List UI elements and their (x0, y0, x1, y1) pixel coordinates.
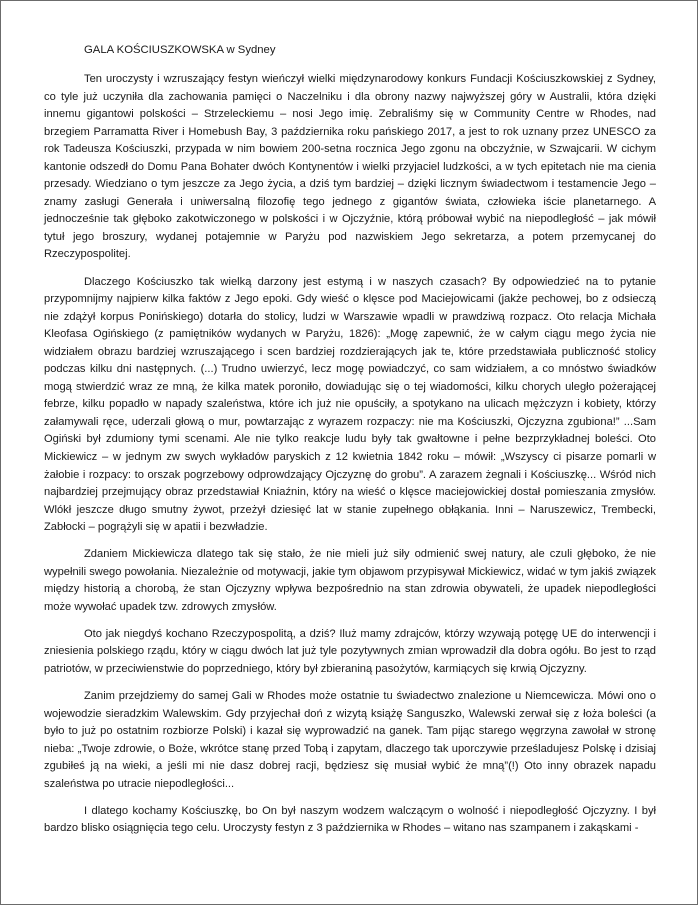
paragraph-conclusion: I dlatego kochamy Kościuszkę, bo On był naszym wodzem walczącym o wolność i niepodległość Ojczyzny. I był bardzo blisko osiągnięcia tego celu. Uroczysty festyn z 3 października w Rhodes – witano nas szampanem i zakąskami - (44, 804, 656, 835)
paragraph-walewski: Zanim przejdziemy do samej Gali w Rhodes może ostatnie tu świadectwo znalezione u Niemcewicza. Mówi ono o wojewodzie sieradzkim Walewskim. Gdy przyjechał doń z wizytą książę Sanguszko, Walewski zerwał się z łoża boleści (a było to już po ostatnim rozbiorze Polski) i kazał się wyprowadzić na ganek. Tam pijąc starego węgrzyna zawołał w stronę nieba: „Twoje zdrowie, o Boże, wkrótce stanę przed Tobą i zapytam, dlaczego tak uporczywie prześladujesz Polskę i dzisiaj zgubiłeś ją na wieki, a jeśli mi nie dasz dobrej racji, będziesz się musiał wybić że mną”(!) Oto inny obrazek napadu szaleństwa po utracie niepodległości... (44, 690, 656, 790)
document-title: GALA KOŚCIUSZKOWSKA w Sydney (84, 44, 276, 56)
paragraph-today: Oto jak niegdyś kochano Rzeczypospolitą, a dziś? Iluż mamy zdrajców, którzy wzywają potęgę UE do interwencji i zniesienia polskiego rządu, który w ciągu dwóch lat już tyle pozytywnych zmian wprowadził dla dobra ogółu. Bo jest to rząd patriotów, w przeciwienstwie do poprzedniego, który był zbieraniną pasożytów, karmiących się krwią Ojczyzny. (44, 627, 656, 675)
paragraph-gala-intro: Ten uroczysty i wzruszający festyn wieńczył wielki międzynarodowy konkurs Fundacji Kościuszkowskiej z Sydney, co tyle już uczyniła dla zachowania pamięci o Naczelniku i dla obrony nazwy najwyższej góry w Australii, która dzięki innemu gigantowi polskości – Strzeleckiemu – nosi Jego imię. Zebraliśmy się w Community Centre w Rhodes, nad brzegiem Parramatta River i Homebush Bay, 3 października roku pańskiego 2017, a jest to rok uznany przez UNESCO za rok Tadeusza Kościuszki, przypada w nim bowiem 200-setna rocznica Jego zgonu na obczyźnie, w Szwajcarii. W cichym kantonie odszedł do Domu Pana Bohater dwóch Kontynentów i wielki przyjaciel ludzkości, a w tych epitetach nie ma cienia przesady. Wiedziano o tym jeszcze za Jego życia, a dziś tym bardziej – dzięki licznym świadectwom i testamencie Jego – znamy zasługi Generała i uniwersalną filozofię tego jednego z gigantów świata, człowieka iście planetarnego. A jednocześnie tak głęboko zakotwiczonego w polskości i w Ojczyźnie, którą próbował wybić na niepodległość – jak mówił tytuł jego broszury, wydanej potajemnie w Paryżu pod nazwiskiem Jego sekretarza, a potem przemycanej do Rzeczypospolitej. (44, 73, 656, 261)
paragraph-why-kosciuszko: Dlaczego Kościuszko tak wielką darzony jest estymą i w naszych czasach? By odpowiedzieć na to pytanie przypomnijmy najpierw kilka faktów z Jego epoki. Gdy wieść o klęsce pod Maciejowicami (jakże pechowej, bo z odsieczą nie zdążył korpus Ponińskiego) dotarła do stolicy, ludzi w Warszawie wpadli w prawdziwą rozpacz. Oto relacja Michała Kleofasa Ogińskiego (z pamiętników wydanych w Paryżu, 1826): „Mogę zapewnić, że w całym ciągu mego życia nie widziałem obrazu bardziej wzruszającego i scen bardziej rozdzierających jak te, które przedstawiała publiczność stolicy podczas kilku dni następnych. (...) Trudno uwierzyć, lecz mogę powiadczyć, co sam widziałem, a co mnóstwo świadków mogą stwierdzić wraz ze mną, że kilka matek poroniło, dowiadując się o tej wiadomości, kilku chorych uległo pożerającej febrze, kilku popadło w napady szaleństwa, które ich już nie opuściły, a spotykano na ulicach mężczyzn i kobiety, którzy załamywali ręce, uderzali głową o mur, powtarzając z wyrazem rozpaczy: nie ma Kościuszki, Ojczyzna zgubiona!” ...Sam Ogiński był zdumiony tymi scenami. Ale nie tylko reakcje ludu były tak gwałtowne i pełne bezprzykładnej boleści. Oto Mickiewicz – w jednym zw swych wykładów paryskich z 12 kwietnia 1842 roku – mówił: „Wszyscy ci pisarze pomarli w żałobie i rozpacy: to orszak pogrzebowy odprowdzający Ojczyznę do grobu”. A zarazem żegnali i Kościuszkę... Wśród nich najbardziej przejmujący obraz przedstawiał Kniaźnin, który na wieść o klęsce maciejowickiej dostał pomieszania zmysłów. Wlókł jeszcze długo smutny żywot, przeżył dziesięć lat w stanie zupełnego obłąkania. Inni – Naruszewicz, Trembecki, Zabłocki – pogrążyli się w apatii i bezwładzie. (44, 275, 656, 534)
paragraph-mickiewicz-opinion: Zdaniem Mickiewicza dlatego tak się stało, że nie mieli już siły odmienić swej natury, ale czuli głęboko, że nie wypełnili swego powołania. Niezależnie od motywacji, jakie tym objawom przypisywał Mickiewicz, widać w tym jakiś związek między historią a chorobą, że stan Ojczyzny wpływa bezpośrednio na stan zdrowia obywateli, że upadek niepodległości może wywołać upadek tzw. zdrowych zmysłów. (44, 548, 656, 613)
document-body (44, 41, 656, 838)
